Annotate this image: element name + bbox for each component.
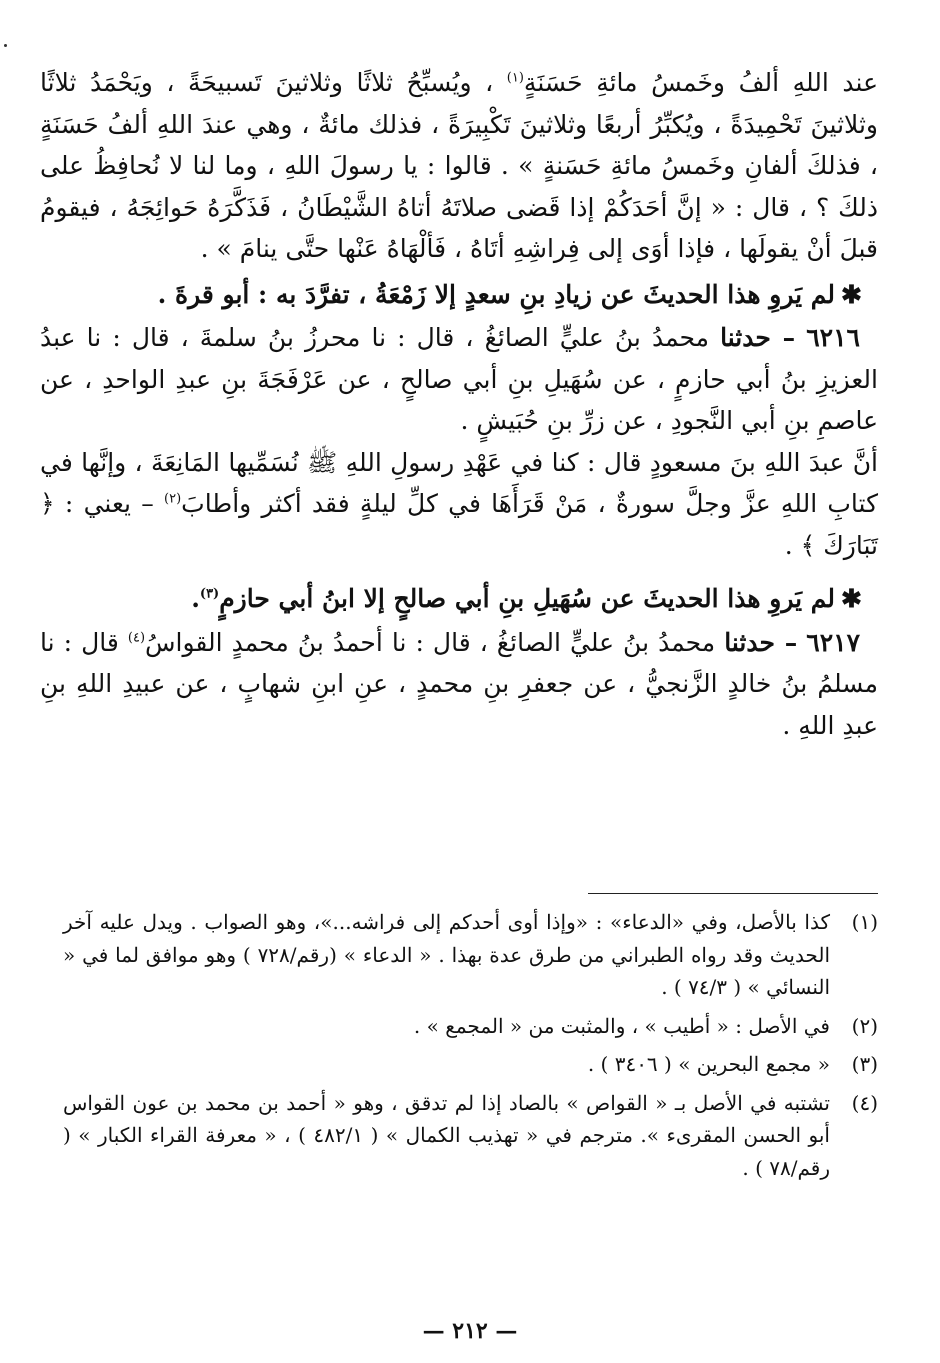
footnotes bbox=[63, 906, 878, 1190]
continuation-paragraph bbox=[40, 62, 878, 270]
hadith-heading: – حدثنا bbox=[724, 627, 798, 657]
footnote-2 bbox=[63, 1010, 878, 1043]
editor-note-2: ✱لم يَروِ هذا الحديثَ عن سُهَيلِ بنِ أبي صالحٍ إلا ابنُ أبي حازمٍ$^{(٣)}$. bbox=[40, 578, 862, 620]
continuation-rest: ، ويُسبِّحُ ثلاثًا وثلاثينَ تَسبيحَةً ، ويَحْمَدُ ثلاثًا وثلاثينَ تَحْمِيدَةً ، ويُكبِّرُ أربعًا وثلاثينَ تَكْبِيرَةً ، فذلك مائةٌ ، وهي عندَ اللهِ ألفُ حَسَنَةٍ ، فذلكَ ألفانِ وخَمسُ مائةِ حَسَنةٍ » . قالوا : يا رسولَ اللهِ ، وما لنا لا نُحافِظُ على ذلكَ ؟ ، قال : « إنَّ أحَدَكُمْ إذا قَضى صلاتَهُ أتاهُ الشَّيْطَانُ ، فَذَكَّرَهُ حَوائِجَهُ ، فيقومُ قبلَ أنْ يقولَها ، فإذا أوَى إلى فِراشِهِ أتَاهُ ، فَألْهَاهُ عَنْها حتَّى ينامَ » . bbox=[40, 68, 878, 263]
continuation-text: عند اللهِ ألفُ وخَمسُ مائةِ حَسَنَةٍ bbox=[523, 68, 878, 97]
footnote-number: (١) bbox=[851, 910, 878, 934]
hadith-6217 bbox=[40, 622, 878, 747]
hadith-6217-isnad bbox=[40, 622, 878, 747]
hadith-6216-matn bbox=[40, 442, 878, 567]
footnote-3 bbox=[63, 1048, 878, 1081]
footnote-number: (٣) bbox=[851, 1052, 878, 1076]
footnote-number: (٢) bbox=[851, 1013, 878, 1038]
footnote-separator bbox=[588, 893, 878, 894]
note-1-text: لم يَروِ هذا الحديثَ عن زيادِ بنِ سعدٍ إلا زَمْعَةُ ، تفرَّدَ به : أبو قرةَ . bbox=[157, 279, 836, 309]
editor-note-1 bbox=[40, 274, 862, 316]
hadith-heading: – حدثنا bbox=[720, 323, 796, 352]
note-2-text: لم يَروِ هذا الحديثَ عن سُهَيلِ بنِ أبي صالحٍ إلا ابنُ أبي حازمٍ bbox=[219, 584, 836, 613]
isnad-text: محمدُ بنُ عليٍّ الصائغُ ، قال : نا أحمدُ بنُ محمدٍ القواسُ bbox=[145, 627, 716, 657]
matn-rest: – يعني : ﴿ تَبَارَكَ ﴾ . bbox=[40, 489, 878, 560]
asterisk-icon: ✱ bbox=[841, 279, 862, 309]
footnote-text: في الأصل : « أطيب » ، والمثبت من « المجمع » . bbox=[413, 1013, 830, 1038]
footnote-ref-3[interactable]: (٣) bbox=[199, 586, 220, 602]
page-number: — ٢١٢ — bbox=[422, 1318, 518, 1344]
footnote-ref-2[interactable]: (٢) bbox=[164, 491, 182, 507]
footnote-ref-1[interactable]: (١) bbox=[506, 70, 524, 86]
isnad-rest: قال : نا مسلمُ بنُ خالدٍ الزَّنجيُّ ، عن جعفرِ بنِ محمدٍ ، عنِ ابنِ شهابٍ ، عن عبيدِ اللهِ بنِ عبدِ اللهِ . bbox=[40, 627, 878, 740]
footnote-text: كذا بالأصل، وفي «الدعاء» : «وإذا أوى أحدكم إلى فراشه...»، وهو الصواب . ويدل عليه آخر الحديث وقد رواه الطبراني من طرق عدة بهذا . « الدعاء » (رقم/٧٢٨ ) وهو موافق لما في « النسائي » ( ٧٤/٣ ) . bbox=[63, 910, 830, 999]
hadith-6216-isnad bbox=[40, 317, 878, 442]
hadith-6216 bbox=[40, 317, 878, 566]
footnote-1 bbox=[63, 906, 878, 1004]
footnote-text: « مجمع البحرين » ( ٣٤٠٦ ) . bbox=[587, 1052, 830, 1076]
isnad-text: محمدُ بنُ عليٍّ الصائغُ ، قال : نا محرزُ بنُ سلمةَ ، قال : نا عبدُ العزيزِ بنُ أبي حازمٍ ، عن سُهَيلِ بنِ أبي صالحٍ ، عن عَرْفَجَةَ بنِ عبدِ الواحدِ ، عن عاصمِ بنِ أبي النَّجودِ ، عن زرِّ بنِ حُبَيشٍ . bbox=[40, 323, 878, 435]
footnote-ref-4[interactable]: (٤) bbox=[127, 630, 146, 646]
asterisk-icon: ✱ bbox=[841, 584, 862, 613]
main-text bbox=[40, 62, 878, 270]
footnote-4 bbox=[63, 1087, 878, 1185]
matn-text: أنَّ عبدَ اللهِ بنَ مسعودٍ قال : كنا في عَهْدِ رسولِ اللهِ ﷺ نُسَمِّيها المَانِعَةَ ، وإنَّها في كتابِ اللهِ عزَّ وجلَّ سورةٌ ، مَنْ قَرَأَهَا في كلِّ ليلةٍ فقد أكثر وأطابَ bbox=[40, 447, 878, 518]
hadith-number: ٦٢١٦ bbox=[806, 323, 860, 352]
footnote-text: تشتبه في الأصل بـ « القواص » بالصاد إذا لم تدقق ، وهو « أحمد بن محمد بن عون القواس أبو الحسن المقرىء ». مترجم في « تهذيب الكمال » ( ٤٨٢/١ ) ، « معرفة القراء الكبار » ( رقم/٧٨ ) . bbox=[63, 1090, 830, 1180]
page-body bbox=[40, 62, 878, 746]
speck-mark bbox=[4, 44, 7, 47]
footnote-number: (٤) bbox=[851, 1090, 878, 1115]
hadith-number: ٦٢١٧ bbox=[806, 627, 860, 657]
